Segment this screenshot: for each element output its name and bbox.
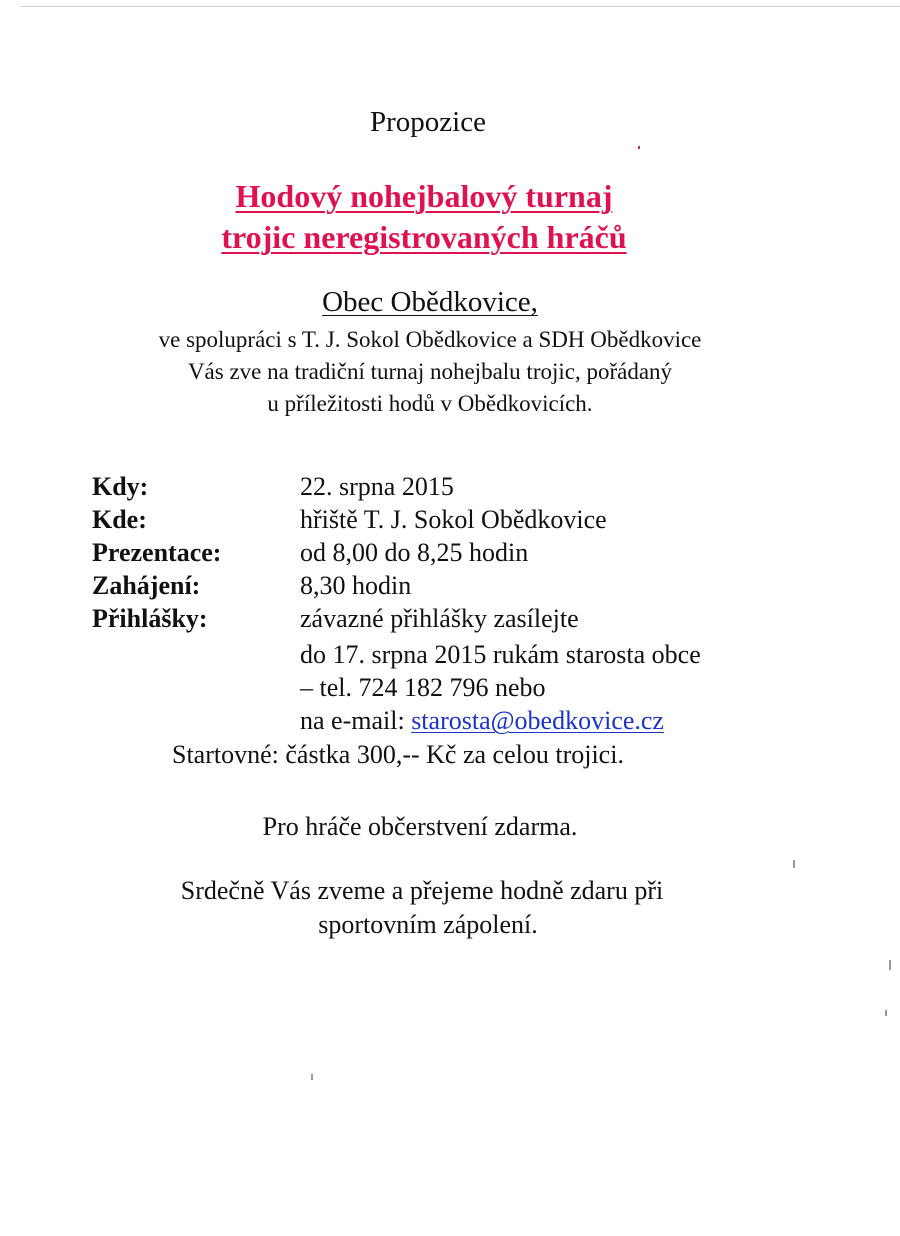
refreshment-note: Pro hráče občerstvení zdarma. xyxy=(262,812,578,841)
scan-speck xyxy=(638,146,640,149)
intro-line-3: u příležitosti hodů v Obědkovicích. xyxy=(267,391,593,416)
detail-value: od 8,00 do 8,25 hodin xyxy=(300,538,529,567)
closing-line-2: sportovním zápolení. xyxy=(318,910,538,939)
email-prefix: na e-mail: xyxy=(300,706,412,735)
document-heading: Propozice xyxy=(370,106,486,138)
email-link[interactable]: starosta@obedkovice.cz xyxy=(411,706,664,735)
entry-fee: Startovné: částka 300,-- Kč za celou trojici. xyxy=(172,740,624,769)
organizer-name: Obec Obědkovice, xyxy=(322,286,538,318)
detail-label: Kde: xyxy=(92,505,147,534)
detail-label: Zahájení: xyxy=(92,571,201,600)
registration-email-line xyxy=(300,706,664,736)
detail-label: Prezentace: xyxy=(92,538,222,567)
scan-speck xyxy=(885,1010,887,1016)
detail-label: Kdy: xyxy=(92,472,149,501)
detail-value: 22. srpna 2015 xyxy=(300,472,454,501)
scan-speck xyxy=(311,1074,313,1080)
closing-line-1: Srdečně Vás zveme a přejeme hodně zdaru při xyxy=(180,876,664,905)
detail-value: závazné přihlášky zasílejte xyxy=(300,604,579,633)
tournament-title-line2: trojic neregistrovaných hráčů xyxy=(221,219,627,255)
detail-label: Přihlášky: xyxy=(92,604,208,633)
registration-deadline: do 17. srpna 2015 rukám starosta obce xyxy=(300,640,701,669)
registration-phone: – tel. 724 182 796 nebo xyxy=(300,673,546,702)
detail-value: hřiště T. J. Sokol Obědkovice xyxy=(300,505,607,534)
scan-edge-line xyxy=(20,6,900,7)
intro-line-2: Vás zve na tradiční turnaj nohejbalu trojic, pořádaný xyxy=(187,359,673,384)
detail-value: 8,30 hodin xyxy=(300,571,412,600)
intro-line-1: ve spolupráci s T. J. Sokol Obědkovice a SDH Obědkovice xyxy=(158,327,702,352)
tournament-title-line1: Hodový nohejbalový turnaj xyxy=(235,178,613,214)
scan-speck xyxy=(889,960,891,970)
scan-speck xyxy=(793,860,795,868)
